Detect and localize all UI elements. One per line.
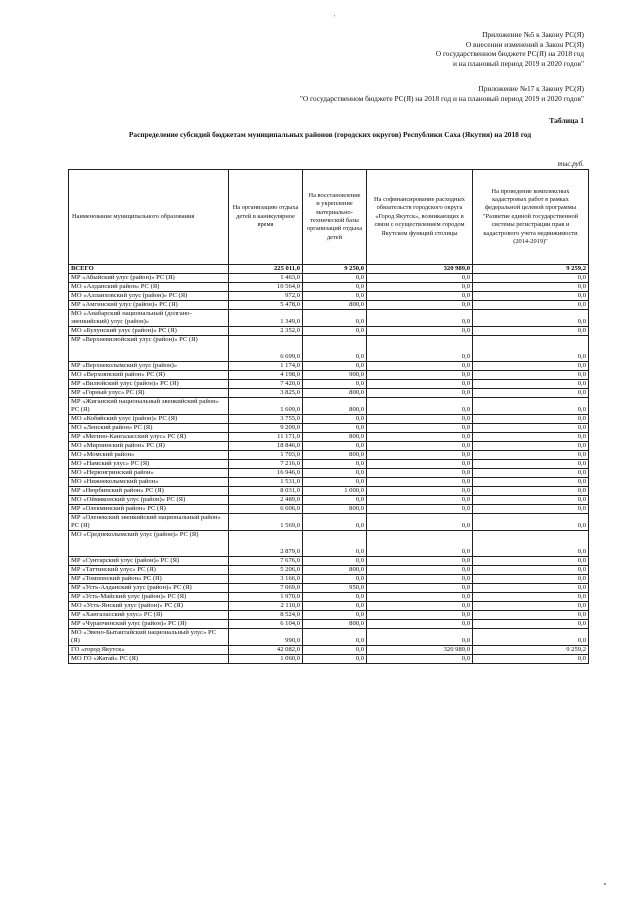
capital-cofinancing-cell: 0,0 (367, 602, 473, 611)
cadastral-works-cell: 0,0 (473, 505, 589, 514)
cadastral-works-cell: 0,0 (473, 451, 589, 460)
table-row (69, 292, 589, 301)
rest-facilities-cell: 0,0 (303, 292, 367, 301)
capital-cofinancing-cell: 0,0 (367, 433, 473, 442)
children-rest-cell: 1 174,0 (229, 362, 303, 371)
cadastral-works-cell: 0,0 (473, 327, 589, 336)
municipality-cell: МО «Нерюнгринский район» (69, 469, 229, 478)
cadastral-works-cell: 0,0 (473, 380, 589, 389)
cadastral-works-cell: 0,0 (473, 371, 589, 380)
cadastral-works-cell: 0,0 (473, 362, 589, 371)
capital-cofinancing-cell: 0,0 (367, 611, 473, 620)
municipality-cell: МО «Момский район» (69, 451, 229, 460)
children-rest-cell: 990,0 (229, 629, 303, 646)
children-rest-cell: 3 755,0 (229, 415, 303, 424)
children-rest-cell: 7 420,0 (229, 380, 303, 389)
children-rest-cell: 4 198,0 (229, 371, 303, 380)
capital-cofinancing-cell: 0,0 (367, 327, 473, 336)
table-row (69, 433, 589, 442)
capital-cofinancing-cell: 0,0 (367, 557, 473, 566)
capital-cofinancing-cell: 0,0 (367, 292, 473, 301)
table-row (69, 531, 589, 557)
children-rest-cell: 10 564,0 (229, 283, 303, 292)
rest-facilities-cell: 800,0 (303, 505, 367, 514)
municipality-cell: МР «Хангаласский улус» РС (Я) (69, 611, 229, 620)
appendix-note-17 (300, 84, 584, 103)
rest-facilities-cell: 0,0 (303, 496, 367, 505)
rest-facilities-cell: 800,0 (303, 433, 367, 442)
header-cadastral-works: На проведение комплексных кадастровых работ в рамках федеральной целевой программы "Развитие единой государственной системы регистрации прав и кадастрового учета недвижимости (2014-2019)" (473, 170, 589, 265)
capital-cofinancing-cell: 0,0 (367, 283, 473, 292)
capital-cofinancing-cell: 0,0 (367, 575, 473, 584)
children-rest-cell: 1 060,0 (229, 655, 303, 664)
table-row (69, 487, 589, 496)
capital-cofinancing-cell: 0,0 (367, 469, 473, 478)
municipality-cell: МР «Нюрбинский район» РС (Я) (69, 487, 229, 496)
table-row (69, 575, 589, 584)
cadastral-works-cell: 0,0 (473, 611, 589, 620)
document-title: Распределение субсидий бюджетам муниципальных районов (городских округов) Республики Саха (Якутия) на 2018 год (128, 130, 532, 139)
children-rest-cell: 1 569,0 (229, 514, 303, 531)
rest-facilities-cell: 800,0 (303, 566, 367, 575)
children-rest-cell: 2 879,0 (229, 531, 303, 557)
rest-facilities-cell: 800,0 (303, 451, 367, 460)
table-row (69, 460, 589, 469)
children-rest-cell: 6 104,0 (229, 620, 303, 629)
cadastral-works-cell: 0,0 (473, 557, 589, 566)
municipality-cell: МР «Вилюйский улус (район)» РС (Я) (69, 380, 229, 389)
table-row (69, 593, 589, 602)
capital-cofinancing-cell: 0,0 (367, 380, 473, 389)
capital-cofinancing-cell: 0,0 (367, 620, 473, 629)
children-rest-cell: 1 349,0 (229, 310, 303, 327)
table-row (69, 505, 589, 514)
cadastral-works-cell: 0,0 (473, 620, 589, 629)
rest-facilities-cell: 0,0 (303, 336, 367, 362)
rest-facilities-cell: 0,0 (303, 575, 367, 584)
cadastral-works-cell: 0,0 (473, 274, 589, 283)
cadastral-works-cell: 0,0 (473, 531, 589, 557)
cadastral-works-cell: 0,0 (473, 496, 589, 505)
rest-facilities-cell: 0,0 (303, 593, 367, 602)
capital-cofinancing-cell: 0,0 (367, 584, 473, 593)
table-header-row (69, 170, 589, 265)
unit-label: тыс.руб. (557, 160, 584, 168)
children-rest-cell: 972,0 (229, 292, 303, 301)
capital-cofinancing-cell: 0,0 (367, 415, 473, 424)
children-rest-cell: 8 524,0 (229, 611, 303, 620)
children-rest-cell: 7 676,0 (229, 557, 303, 566)
rest-facilities-cell: 900,0 (303, 371, 367, 380)
rest-facilities-cell: 0,0 (303, 442, 367, 451)
children-rest-cell: 42 082,0 (229, 646, 303, 655)
municipality-cell: МО «Кобяйский улус (район)» РС (Я) (69, 415, 229, 424)
cadastral-works-cell: 0,0 (473, 415, 589, 424)
appendix-line: "О государственном бюджете РС(Я) на 2018 год и на плановый период 2019 и 2020 годов" (299, 93, 584, 103)
children-rest-cell: 6 699,0 (229, 336, 303, 362)
appendix-line: О внесении изменений в Закон РС(Я) (465, 39, 584, 49)
children-rest-cell: 9 209,0 (229, 424, 303, 433)
table-row (69, 602, 589, 611)
children-rest-cell: 3 166,0 (229, 575, 303, 584)
rest-facilities-cell: 800,0 (303, 398, 367, 415)
scan-mark: ' (334, 14, 336, 22)
table-row (69, 274, 589, 283)
capital-cofinancing-cell: 0,0 (367, 398, 473, 415)
municipality-cell: МО ГО «Жатай» РС (Я) (69, 655, 229, 664)
children-rest-cell: 7 069,0 (229, 584, 303, 593)
children-rest-cell: 1 531,0 (229, 478, 303, 487)
header-municipality: Наименование муниципального образования (69, 170, 229, 265)
municipality-cell: МО «Верхоянский район» РС (Я) (69, 371, 229, 380)
table-row (69, 629, 589, 646)
capital-cofinancing-cell: 0,0 (367, 274, 473, 283)
capital-cofinancing-cell: 0,0 (367, 566, 473, 575)
table-label: Таблица 1 (549, 116, 584, 125)
children-rest-cell: 5 206,0 (229, 566, 303, 575)
municipality-cell: МО «Усть-Янский улус (район)» РС (Я) (69, 602, 229, 611)
municipality-cell: МО «Нижнеколымский район» (69, 478, 229, 487)
children-rest-cell: 18 846,0 (229, 442, 303, 451)
table-row (69, 327, 589, 336)
cadastral-works-cell: 0,0 (473, 389, 589, 398)
table-row (69, 424, 589, 433)
table-row (69, 389, 589, 398)
capital-cofinancing-cell: 0,0 (367, 505, 473, 514)
capital-cofinancing-cell: 0,0 (367, 301, 473, 310)
municipality-cell: МО «Эвено-Бытантайский национальный улус» РС (Я) (69, 629, 229, 646)
table-row (69, 469, 589, 478)
cadastral-works-cell: 0,0 (473, 584, 589, 593)
rest-facilities-cell: 0,0 (303, 611, 367, 620)
capital-cofinancing-cell: 320 989,0 (367, 646, 473, 655)
children-rest-cell: 1 703,0 (229, 451, 303, 460)
rest-facilities-cell: 0,0 (303, 274, 367, 283)
capital-cofinancing-cell: 0,0 (367, 531, 473, 557)
cadastral-works-cell: 0,0 (473, 514, 589, 531)
capital-cofinancing-cell: 0,0 (367, 424, 473, 433)
table-row (69, 362, 589, 371)
children-rest-cell: 225 011,0 (229, 265, 303, 274)
rest-facilities-cell: 1 000,0 (303, 487, 367, 496)
cadastral-works-cell: 0,0 (473, 310, 589, 327)
rest-facilities-cell: 0,0 (303, 602, 367, 611)
municipality-cell: МР «Верхнеколымский улус (район)» (69, 362, 229, 371)
capital-cofinancing-cell: 0,0 (367, 496, 473, 505)
municipality-cell: МО «Аллаиховский улус (район)» РС (Я) (69, 292, 229, 301)
capital-cofinancing-cell: 0,0 (367, 451, 473, 460)
cadastral-works-cell: 0,0 (473, 593, 589, 602)
rest-facilities-cell: 9 250,0 (303, 265, 367, 274)
table-row (69, 646, 589, 655)
cadastral-works-cell: 9 259,2 (473, 646, 589, 655)
municipality-cell: МО «Оймяконский улус (район)» РС (Я) (69, 496, 229, 505)
cadastral-works-cell: 0,0 (473, 575, 589, 584)
capital-cofinancing-cell: 0,0 (367, 310, 473, 327)
rest-facilities-cell: 0,0 (303, 478, 367, 487)
children-rest-cell: 6 606,0 (229, 505, 303, 514)
municipality-cell: МР «Горный улус» РС (Я) (69, 389, 229, 398)
municipality-cell: МО «Намский улус» РС (Я) (69, 460, 229, 469)
capital-cofinancing-cell: 0,0 (367, 514, 473, 531)
rest-facilities-cell: 0,0 (303, 380, 367, 389)
municipality-cell: МО «Мирнинский район» РС (Я) (69, 442, 229, 451)
capital-cofinancing-cell: 0,0 (367, 336, 473, 362)
rest-facilities-cell: 800,0 (303, 620, 367, 629)
children-rest-cell: 2 352,0 (229, 327, 303, 336)
rest-facilities-cell: 800,0 (303, 389, 367, 398)
table-row (69, 310, 589, 327)
cadastral-works-cell: 0,0 (473, 566, 589, 575)
table-row (69, 451, 589, 460)
table-row (69, 380, 589, 389)
capital-cofinancing-cell: 0,0 (367, 629, 473, 646)
municipality-cell: МР «Усть-Алданский улус (район)» РС (Я) (69, 584, 229, 593)
appendix-line: Приложение №5 к Закону РС(Я) (482, 30, 584, 39)
table-row (69, 496, 589, 505)
rest-facilities-cell: 0,0 (303, 469, 367, 478)
table-row (69, 655, 589, 664)
cadastral-works-cell: 0,0 (473, 478, 589, 487)
table-row (69, 514, 589, 531)
capital-cofinancing-cell: 0,0 (367, 371, 473, 380)
rest-facilities-cell: 0,0 (303, 514, 367, 531)
header-children-rest: На организацию отдыха детей в каникулярное время (229, 170, 303, 265)
children-rest-cell: 11 171,0 (229, 433, 303, 442)
children-rest-cell: 2 489,0 (229, 496, 303, 505)
table-row (69, 371, 589, 380)
table-row (69, 301, 589, 310)
capital-cofinancing-cell: 0,0 (367, 593, 473, 602)
municipality-cell: МО «Среднеколымский улус (район)» РС (Я) (69, 531, 229, 557)
children-rest-cell: 1 970,0 (229, 593, 303, 602)
municipality-cell: МР «Оленекский эвенкийский национальный район» РС (Я) (69, 514, 229, 531)
rest-facilities-cell: 950,0 (303, 584, 367, 593)
cadastral-works-cell: 0,0 (473, 469, 589, 478)
rest-facilities-cell: 0,0 (303, 362, 367, 371)
subsidy-table (68, 169, 589, 664)
table-total-row (69, 265, 589, 274)
cadastral-works-cell: 0,0 (473, 602, 589, 611)
rest-facilities-cell: 0,0 (303, 415, 367, 424)
capital-cofinancing-cell: 0,0 (367, 389, 473, 398)
municipality-cell: МР «Мегино-Кангаласский улус» РС (Я) (69, 433, 229, 442)
municipality-cell: ГО «город Якутск» (69, 646, 229, 655)
cadastral-works-cell: 0,0 (473, 460, 589, 469)
table-row (69, 415, 589, 424)
cadastral-works-cell: 0,0 (473, 301, 589, 310)
table-row (69, 442, 589, 451)
cadastral-works-cell: 0,0 (473, 487, 589, 496)
capital-cofinancing-cell: 0,0 (367, 487, 473, 496)
municipality-cell: МО «Ленский район» РС (Я) (69, 424, 229, 433)
table-row (69, 557, 589, 566)
rest-facilities-cell: 0,0 (303, 283, 367, 292)
children-rest-cell: 3 825,0 (229, 389, 303, 398)
header-capital-cofinancing: На софинансирование расходных обязательств городского округа «Город Якутск», возникающих в связи с осуществлением городом Якутском функций столицы (367, 170, 473, 265)
table-row (69, 398, 589, 415)
cadastral-works-cell: 0,0 (473, 629, 589, 646)
table-row (69, 611, 589, 620)
cadastral-works-cell: 9 259,2 (473, 265, 589, 274)
capital-cofinancing-cell: 0,0 (367, 362, 473, 371)
table-row (69, 336, 589, 362)
rest-facilities-cell: 0,0 (303, 310, 367, 327)
children-rest-cell: 16 946,0 (229, 469, 303, 478)
rest-facilities-cell: 0,0 (303, 327, 367, 336)
children-rest-cell: 1 609,0 (229, 398, 303, 415)
cadastral-works-cell: 0,0 (473, 398, 589, 415)
appendix-line: и на плановый период 2019 и 2020 годов" (452, 58, 584, 68)
children-rest-cell: 2 110,0 (229, 602, 303, 611)
capital-cofinancing-cell: 0,0 (367, 442, 473, 451)
capital-cofinancing-cell: 0,0 (367, 478, 473, 487)
capital-cofinancing-cell: 0,0 (367, 460, 473, 469)
children-rest-cell: 5 478,0 (229, 301, 303, 310)
municipality-cell: МО «Анабарский национальный (долгано-эвенкийский) улус (район)» (69, 310, 229, 327)
municipality-cell: МР «Томпонский район» РС (Я) (69, 575, 229, 584)
rest-facilities-cell: 0,0 (303, 629, 367, 646)
children-rest-cell: 7 216,0 (229, 460, 303, 469)
cadastral-works-cell: 0,0 (473, 424, 589, 433)
cadastral-works-cell: 0,0 (473, 655, 589, 664)
capital-cofinancing-cell: 320 989,0 (367, 265, 473, 274)
table-row (69, 566, 589, 575)
municipality-cell: МР «Усть-Майский улус (район)» РС (Я) (69, 593, 229, 602)
children-rest-cell: 8 031,0 (229, 487, 303, 496)
cadastral-works-cell: 0,0 (473, 336, 589, 362)
appendix-line: Приложение №17 к Закону РС(Я) (478, 84, 584, 93)
rest-facilities-cell: 0,0 (303, 460, 367, 469)
municipality-cell: МР «Таттинский улус» РС (Я) (69, 566, 229, 575)
cadastral-works-cell: 0,0 (473, 283, 589, 292)
municipality-cell: МР «Амгинский улус (район)» РС (Я) (69, 301, 229, 310)
municipality-cell: МР «Чурапчинский улус (район)» РС (Я) (69, 620, 229, 629)
table-row (69, 283, 589, 292)
cadastral-works-cell: 0,0 (473, 292, 589, 301)
municipality-cell: ВСЕГО (69, 265, 229, 274)
table-row (69, 620, 589, 629)
header-rest-facilities: На восстановление и укрепление материально-технической базы организаций отдыха детей (303, 170, 367, 265)
municipality-cell: МР «Олекминский район» РС (Я) (69, 505, 229, 514)
cadastral-works-cell: 0,0 (473, 433, 589, 442)
table-row (69, 478, 589, 487)
cadastral-works-cell: 0,0 (473, 442, 589, 451)
table-row (69, 584, 589, 593)
municipality-cell: МР «Жиганский национальный эвенкийский район» РС (Я) (69, 398, 229, 415)
municipality-cell: МО «Алданский район» РС (Я) (69, 283, 229, 292)
municipality-cell: МО «Булунский улус (район)» РС (Я) (69, 327, 229, 336)
municipality-cell: МР «Верхневилюйский улус (район)» РС (Я) (69, 336, 229, 362)
rest-facilities-cell: 0,0 (303, 646, 367, 655)
scan-dot (604, 883, 606, 885)
rest-facilities-cell: 0,0 (303, 557, 367, 566)
rest-facilities-cell: 0,0 (303, 424, 367, 433)
table-body (69, 265, 589, 664)
rest-facilities-cell: 0,0 (303, 655, 367, 664)
children-rest-cell: 1 463,0 (229, 274, 303, 283)
rest-facilities-cell: 0,0 (303, 531, 367, 557)
appendix-line: О государственном бюджете РС(Я) на 2018 год (435, 49, 584, 59)
rest-facilities-cell: 800,0 (303, 301, 367, 310)
appendix-note-5 (436, 30, 584, 68)
municipality-cell: МР «Абыйский улус (район)» РС (Я) (69, 274, 229, 283)
capital-cofinancing-cell: 0,0 (367, 655, 473, 664)
municipality-cell: МР «Сунтарский улус (район)» РС (Я) (69, 557, 229, 566)
